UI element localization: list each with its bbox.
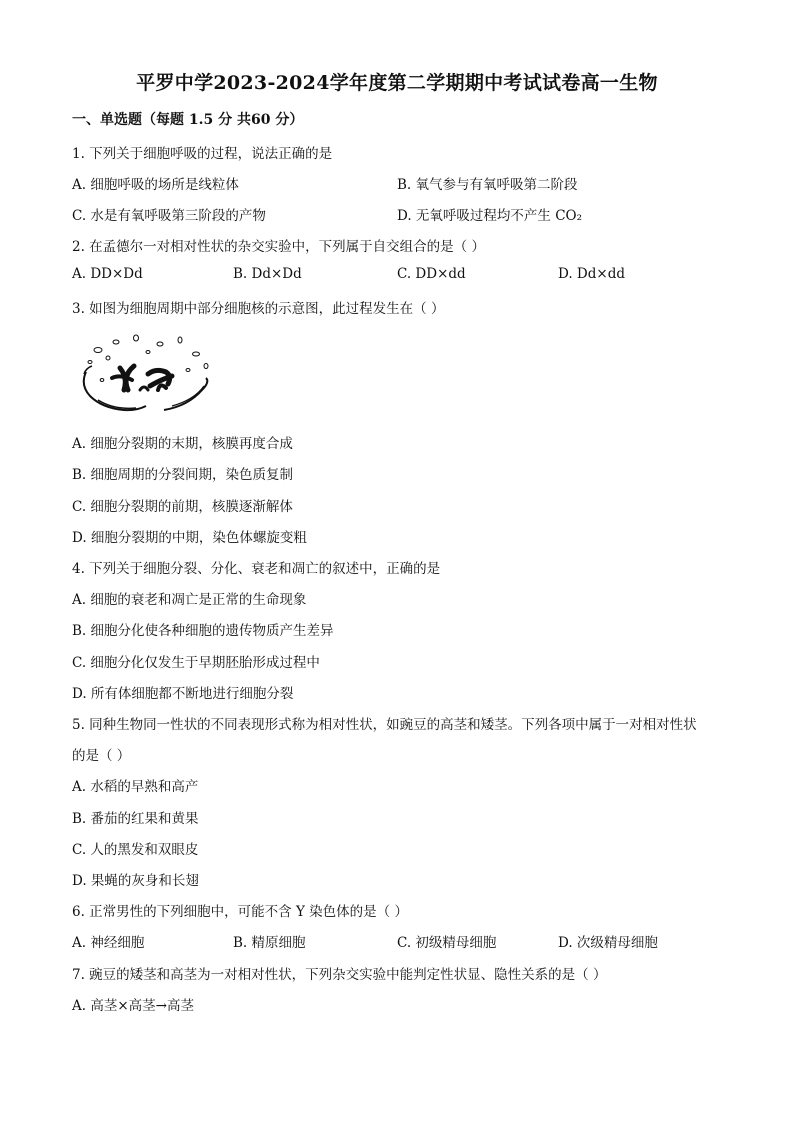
question-2-option-d: D. Dd×dd [558, 266, 625, 282]
question-3-option-a: A. 细胞分裂期的末期，核膜再度合成 [72, 436, 293, 452]
question-5-option-c: C. 人的黑发和双眼皮 [72, 842, 199, 858]
question-2-option-a: A. DD×Dd [72, 266, 143, 282]
question-4-option-a: A. 细胞的衰老和凋亡是正常的生命现象 [72, 592, 307, 608]
question-2-option-b: B. Dd×Dd [233, 266, 302, 282]
question-4-stem: 4. 下列关于细胞分裂、分化、衰老和凋亡的叙述中，正确的是 [72, 561, 441, 577]
question-6-option-b: B. 精原细胞 [233, 935, 306, 951]
question-5-option-d: D. 果蝇的灰身和长翅 [72, 873, 199, 889]
question-3-option-c: C. 细胞分裂期的前期，核膜逐渐解体 [72, 499, 293, 515]
question-4-option-d: D. 所有体细胞都不断地进行细胞分裂 [72, 686, 294, 702]
question-6-option-a: A. 神经细胞 [72, 935, 145, 951]
question-4-option-b: B. 细胞分化使各种细胞的遗传物质产生差异 [72, 623, 334, 639]
question-2-stem: 2. 在孟德尔一对相对性状的杂交实验中，下列属于自交组合的是（ ） [72, 239, 485, 255]
question-1-option-a: A. 细胞呼吸的场所是线粒体 [72, 177, 239, 193]
question-6-option-d: D. 次级精母细胞 [558, 935, 658, 951]
question-5-stem-line-2: 的是（ ） [72, 748, 131, 764]
question-5-option-a: A. 水稻的早熟和高产 [72, 779, 199, 795]
question-4-option-c: C. 细胞分化仅发生于早期胚胎形成过程中 [72, 655, 320, 671]
question-7-option-a: A. 高茎×高茎→高茎 [72, 998, 194, 1014]
cell-nucleus-figure [76, 330, 216, 418]
question-1-option-c: C. 水是有氧呼吸第三阶段的产物 [72, 208, 266, 224]
question-7-stem: 7. 豌豆的矮茎和高茎为一对相对性状，下列杂交实验中能判定性状显、隐性关系的是（ ） [72, 967, 607, 983]
question-6-option-c: C. 初级精母细胞 [397, 935, 497, 951]
question-5-stem-line-1: 5. 同种生物同一性状的不同表现形式称为相对性状，如豌豆的高茎和矮茎。下列各项中属于一对相对性状 [72, 717, 697, 733]
section-heading: 一、单选题（每题 1.5 分 共60 分） [72, 112, 304, 128]
question-1-option-d: D. 无氧呼吸过程均不产生 CO₂ [397, 208, 583, 224]
question-5-option-b: B. 番茄的红果和黄果 [72, 811, 199, 827]
question-6-stem: 6. 正常男性的下列细胞中，可能不含 Y 染色体的是（ ） [72, 904, 408, 920]
exam-title: 平罗中学2023-2024学年度第二学期期中考试试卷高一生物 [136, 72, 658, 94]
question-1-option-b: B. 氧气参与有氧呼吸第二阶段 [397, 177, 578, 193]
question-2-option-c: C. DD×dd [397, 266, 466, 282]
question-3-option-b: B. 细胞周期的分裂间期，染色质复制 [72, 467, 294, 483]
question-3-option-d: D. 细胞分裂期的中期，染色体螺旋变粗 [72, 530, 307, 546]
question-3-stem: 3. 如图为细胞周期中部分细胞核的示意图，此过程发生在（ ） [72, 301, 445, 317]
question-1-stem: 1. 下列关于细胞呼吸的过程，说法正确的是 [72, 146, 333, 162]
